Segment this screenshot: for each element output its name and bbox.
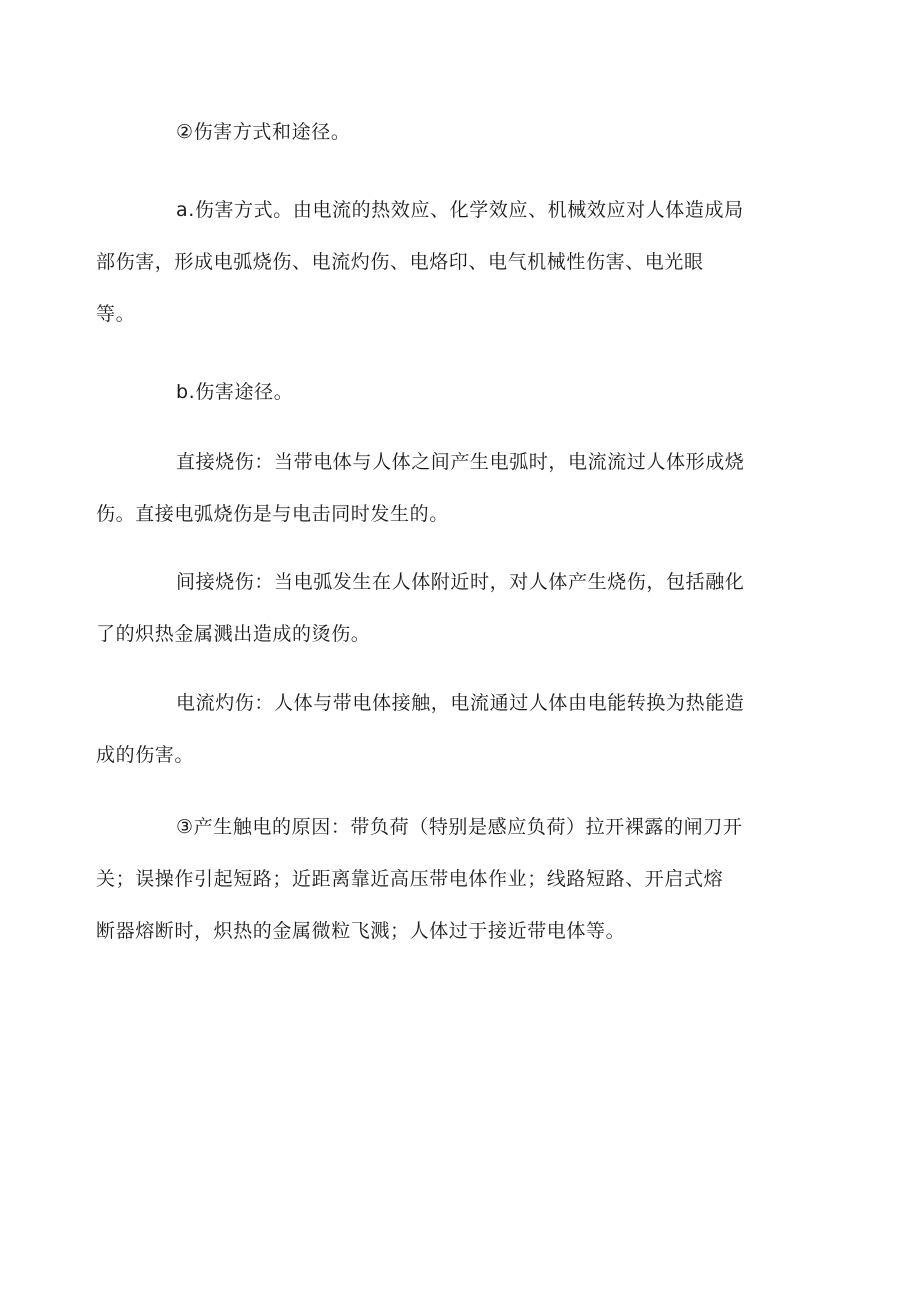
text-line: 了的炽热金属溅出造成的烫伤。 — [96, 623, 371, 645]
paragraph-indirect-burn — [96, 556, 786, 660]
text-line: 等。 — [96, 303, 136, 325]
text-line: 间接烧伤：当电弧发生在人体附近时，对人体产生烧伤，包括融化 — [176, 571, 745, 593]
text-line: 关；误操作引起短路；近距离靠近高压带电体作业；线路短路、开启式熔 — [96, 868, 724, 890]
paragraph-injury-paths-heading — [136, 366, 786, 418]
text-line: 电流灼伤：人体与带电体接触，电流通过人体由电能转换为热能造 — [176, 692, 745, 714]
text-line: b.伤害途径。 — [176, 381, 294, 403]
text-line: a.伤害方式。由电流的热效应、化学效应、机械效应对人体造成局 — [176, 199, 744, 221]
paragraph-current-burn — [96, 677, 786, 781]
paragraph-injury-methods-heading — [136, 106, 786, 158]
text-line: 直接烧伤：当带电体与人体之间产生电弧时，电流流过人体形成烧 — [176, 451, 745, 473]
text-line: 成的伤害。 — [96, 744, 195, 766]
paragraph-electric-shock-causes — [96, 801, 786, 957]
text-line: 伤。直接电弧烧伤是与电击同时发生的。 — [96, 503, 449, 525]
paragraph-injury-methods — [96, 184, 786, 340]
text-line: ②伤害方式和途径。 — [176, 121, 351, 143]
text-line: 部伤害，形成电弧烧伤、电流灼伤、电烙印、电气机械性伤害、电光眼 — [96, 251, 704, 273]
paragraph-direct-burn — [96, 436, 786, 540]
text-line: 断器熔断时，炽热的金属微粒飞溅；人体过于接近带电体等。 — [96, 920, 626, 942]
text-line: ③产生触电的原因：带负荷（特别是感应负荷）拉开裸露的闸刀开 — [176, 816, 743, 838]
